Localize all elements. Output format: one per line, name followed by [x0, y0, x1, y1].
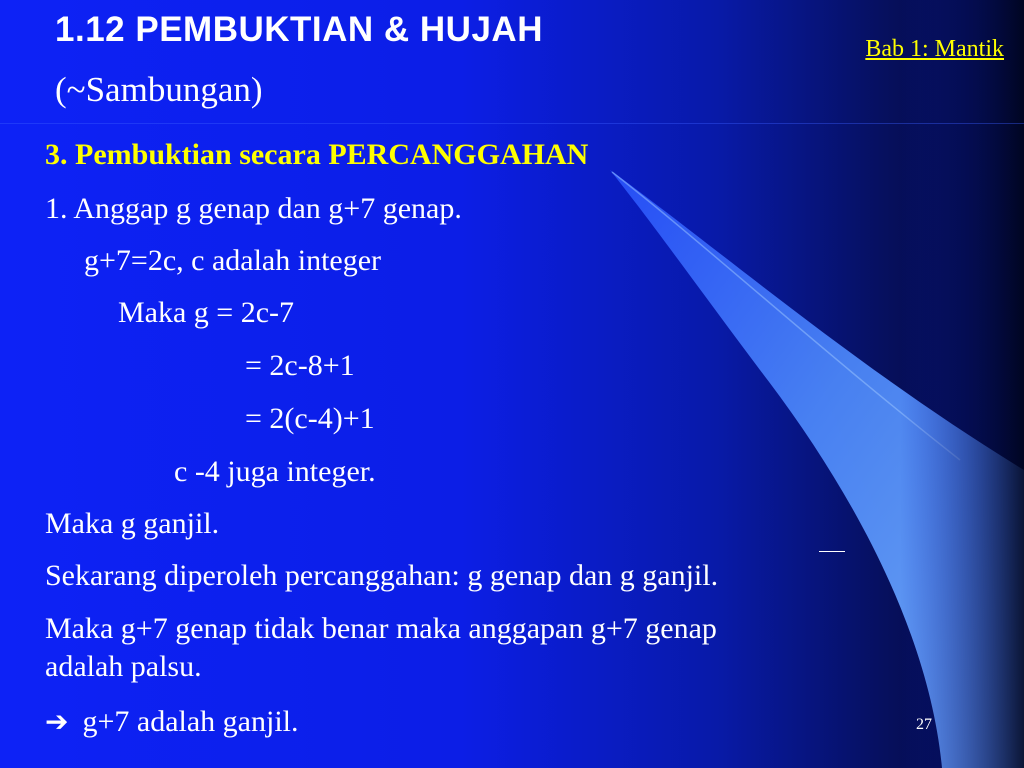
conclusion-text: g+7 adalah ganjil. — [82, 705, 299, 738]
proof-line: Maka g+7 genap tidak benar maka anggapan g+7 genap — [45, 612, 717, 645]
right-dark-band — [900, 0, 1024, 768]
proof-line: 1. Anggap g genap dan g+7 genap. — [45, 192, 462, 225]
proof-line: = 2(c-4)+1 — [245, 402, 375, 435]
proof-line: Sekarang diperoleh percanggahan: g genap dan g ganjil. — [45, 559, 719, 592]
proof-line: adalah palsu. — [45, 650, 202, 683]
chapter-link[interactable]: Bab 1: Mantik — [865, 36, 1004, 62]
proof-line: Maka g ganjil. — [45, 507, 220, 540]
section-heading: 3. Pembuktian secara PERCANGGAHAN — [45, 138, 589, 171]
proof-line: g+7=2c, c adalah integer — [84, 244, 382, 277]
slide-subtitle: (~Sambungan) — [55, 70, 263, 109]
negation-overbar — [819, 551, 845, 552]
conclusion-line — [45, 705, 299, 739]
proof-line: Maka g = 2c-7 — [118, 296, 295, 329]
proof-line: = 2c-8+1 — [245, 349, 355, 382]
slide-title: 1.12 PEMBUKTIAN & HUJAH — [55, 10, 543, 49]
proof-line: c -4 juga integer. — [174, 455, 376, 488]
page-number: 27 — [916, 716, 932, 733]
right-arrow-icon: ➔ — [45, 705, 69, 738]
header-separator — [0, 123, 1024, 124]
